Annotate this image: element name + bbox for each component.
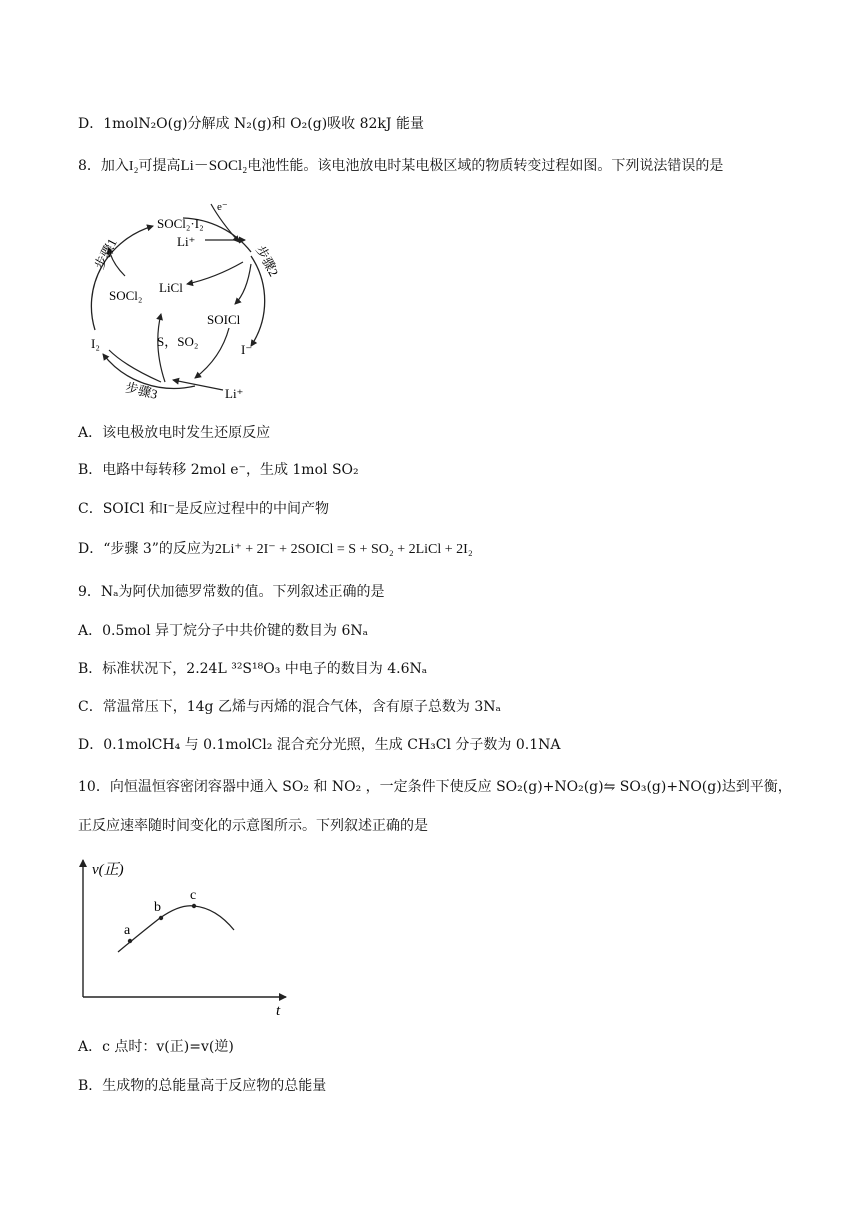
q8-option-c-part2: 是反应过程中的中间产物: [175, 501, 330, 517]
i2-label: I₂: [91, 336, 100, 351]
step1-label: 步骤1: [91, 235, 120, 272]
cycle-arc-right: [251, 256, 265, 346]
label-b: b: [154, 900, 161, 915]
q8-option-d-equation: 2Li⁺ + 2I⁻ + 2SOICl = S + SO₂ + 2LiCl + 2I₂: [214, 542, 473, 557]
q8-option-c-ion: I⁻: [162, 502, 176, 517]
i-minus-label: I⁻: [241, 342, 253, 357]
step3-label: 步骤3: [123, 379, 160, 402]
label-a: a: [124, 923, 131, 938]
q8-stem-part1: 8．加入: [78, 158, 129, 174]
q8-option-c-part1: C．SOICl 和: [78, 501, 163, 517]
step2-label: 步骤2: [253, 243, 282, 279]
q8-stem-i2: I₂: [128, 159, 139, 174]
q7-option-d: D．1molN₂O(g)分解成 N₂(g)和 O₂(g)吸收 82kJ 能量: [78, 116, 424, 132]
q10-option-b: B．生成物的总能量高于反应物的总能量: [78, 1078, 327, 1094]
q8-cycle-diagram: [75, 196, 305, 410]
q8-stem-part3: 电池性能。该电池放电时某电极区域的物质转变过程如图。下列说法错误的是: [247, 158, 724, 174]
q8-stem-part2: 可提高: [138, 158, 181, 174]
q9-stem: 9．Nₐ为阿伏加德罗常数的值。下列叙述正确的是: [78, 584, 385, 600]
li-plus-bottom-label: Li⁺: [225, 386, 244, 401]
cycle-arc-left: [91, 226, 153, 330]
soicl-label: SOICl: [207, 312, 241, 327]
point-b: [159, 916, 163, 920]
q9-option-d: D．0.1molCH₄ 与 0.1molCl₂ 混合充分光照，生成 CH₃Cl 分子数为 0.1NA: [78, 737, 561, 753]
q9-option-b: B．标准状况下，2.24L ³²S¹⁸O₃ 中电子的数目为 4.6Nₐ: [78, 661, 428, 677]
y-axis-label: v(正): [92, 862, 124, 878]
label-c: c: [190, 888, 197, 903]
socl2-i2-label: SOCl₂·I₂: [157, 216, 204, 231]
q8-option-d: [78, 539, 473, 560]
s-so2-label: S，SO₂: [157, 334, 199, 349]
q8-option-b: B．电路中每转移 2mol e⁻，生成 1mol SO₂: [78, 462, 359, 478]
q8-stem: [78, 156, 723, 177]
cycle-arc-bottom: [103, 354, 195, 388]
licl-label: LiCl: [159, 280, 183, 295]
x-axis-label: t: [276, 1003, 281, 1019]
point-c: [192, 904, 196, 908]
q10-rate-graph: [72, 852, 302, 1022]
rate-curve: [118, 906, 234, 952]
q10-stem-line2: 正反应速率随时间变化的示意图所示。下列叙述正确的是: [78, 818, 428, 834]
soicl-arrow: [235, 264, 251, 304]
li-plus-top-label: Li⁺: [177, 234, 196, 249]
q8-stem-battery: Li－SOCl₂: [180, 158, 248, 174]
q9-option-a: A．0.5mol 异丁烷分子中共价键的数目为 6Nₐ: [78, 623, 369, 639]
point-a: [128, 939, 132, 943]
q9-option-c: C．常温常压下，14g 乙烯与丙烯的混合气体，含有原子总数为 3Nₐ: [78, 699, 501, 715]
i2-arrow: [109, 350, 161, 382]
q8-option-d-part1: D．“步骤 3”的反应为: [78, 541, 215, 557]
licl-arrow: [187, 262, 243, 284]
socl2-label: SOCl₂: [109, 288, 143, 303]
q10-option-a: A．c 点时：v(正)=v(逆): [78, 1039, 234, 1055]
q10-stem-line1: 10．向恒温恒容密闭容器中通入 SO₂ 和 NO₂ ，一定条件下使反应 SO₂(g)+NO₂(g)⇋ SO₃(g)+NO(g)达到平衡，: [78, 779, 792, 795]
q8-option-c: [78, 499, 329, 520]
soicl-down-arrow: [195, 328, 229, 378]
q8-option-a: A．该电极放电时发生还原反应: [78, 425, 271, 441]
electron-label: e⁻: [217, 201, 228, 213]
